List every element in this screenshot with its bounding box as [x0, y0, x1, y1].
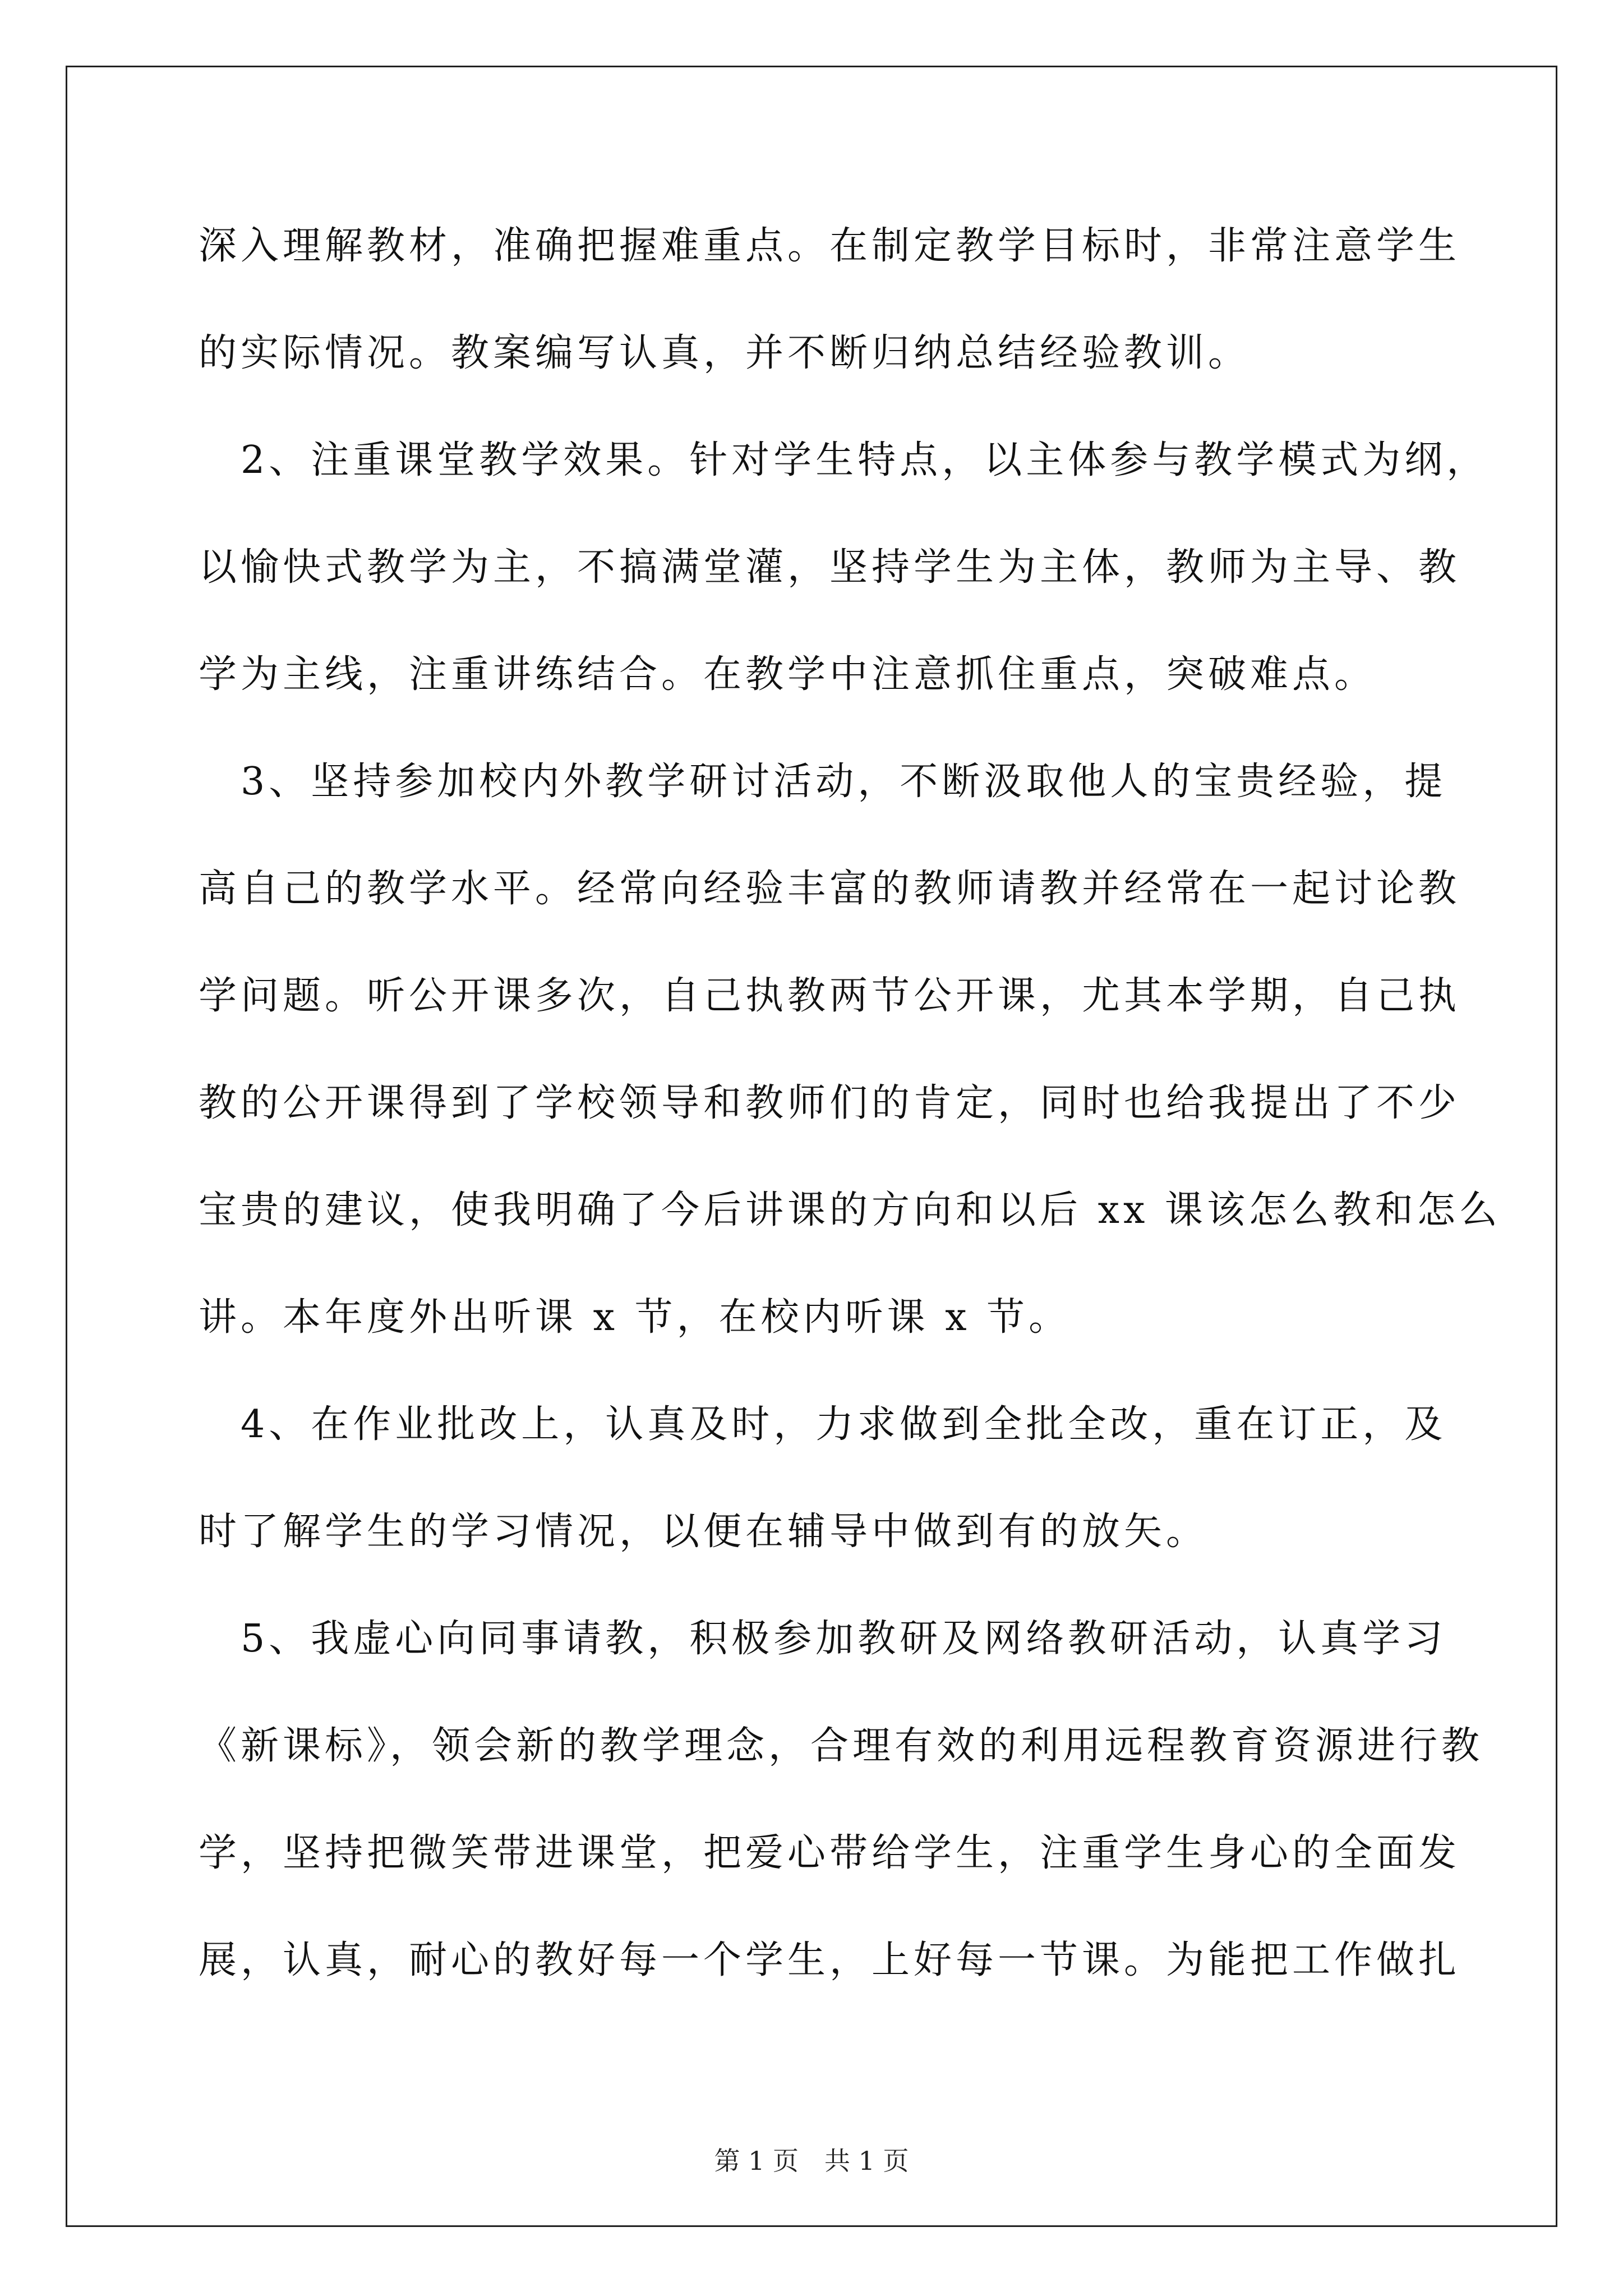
text-line: 教的公开课得到了学校领导和教师们的肯定，同时也给我提出了不少 — [199, 1081, 1461, 1125]
text-line: 深入理解教材，准确把握难重点。在制定教学目标时，非常注意学生 — [199, 224, 1461, 268]
page-footer: 第 1 页 共 1 页 — [714, 2146, 909, 2176]
text-line: 5、我虚心向同事请教，积极参加教研及网络教研活动，认真学习 — [199, 1617, 1447, 1661]
text-line: 宝贵的建议，使我明确了今后讲课的方向和以后 xx 课该怎么教和怎么 — [199, 1188, 1501, 1232]
text-line: 《新课标》，领会新的教学理念，合理有效的利用远程教育资源进行教 — [199, 1724, 1484, 1768]
text-line: 4、在作业批改上，认真及时，力求做到全批全改，重在订正，及 — [199, 1402, 1447, 1447]
text-line: 时了解学生的学习情况，以便在辅导中做到有的放矢。 — [199, 1510, 1209, 1554]
text-line: 学问题。听公开课多次，自己执教两节公开课，尤其本学期，自己执 — [199, 974, 1461, 1018]
text-line: 以愉快式教学为主，不搞满堂灌，坚持学生为主体，教师为主导、教 — [199, 545, 1461, 590]
text-line: 学，坚持把微笑带进课堂，把爱心带给学生，注重学生身心的全面发 — [199, 1831, 1461, 1875]
text-line: 讲。本年度外出听课 x 节，在校内听课 x 节。 — [199, 1295, 1071, 1340]
text-line: 2、注重课堂教学效果。针对学生特点，以主体参与教学模式为纲， — [199, 438, 1489, 482]
text-line: 3、坚持参加校内外教学研讨活动，不断汲取他人的宝贵经验，提 — [199, 760, 1447, 804]
page-border — [66, 66, 1557, 2227]
text-line: 的实际情况。教案编写认真，并不断归纳总结经验教训。 — [199, 331, 1251, 375]
text-line: 高自己的教学水平。经常向经验丰富的教师请教并经常在一起讨论教 — [199, 867, 1461, 911]
text-line: 展，认真，耐心的教好每一个学生，上好每一节课。为能把工作做扎 — [199, 1938, 1461, 1982]
text-line: 学为主线，注重讲练结合。在教学中注意抓住重点，突破难点。 — [199, 652, 1377, 697]
